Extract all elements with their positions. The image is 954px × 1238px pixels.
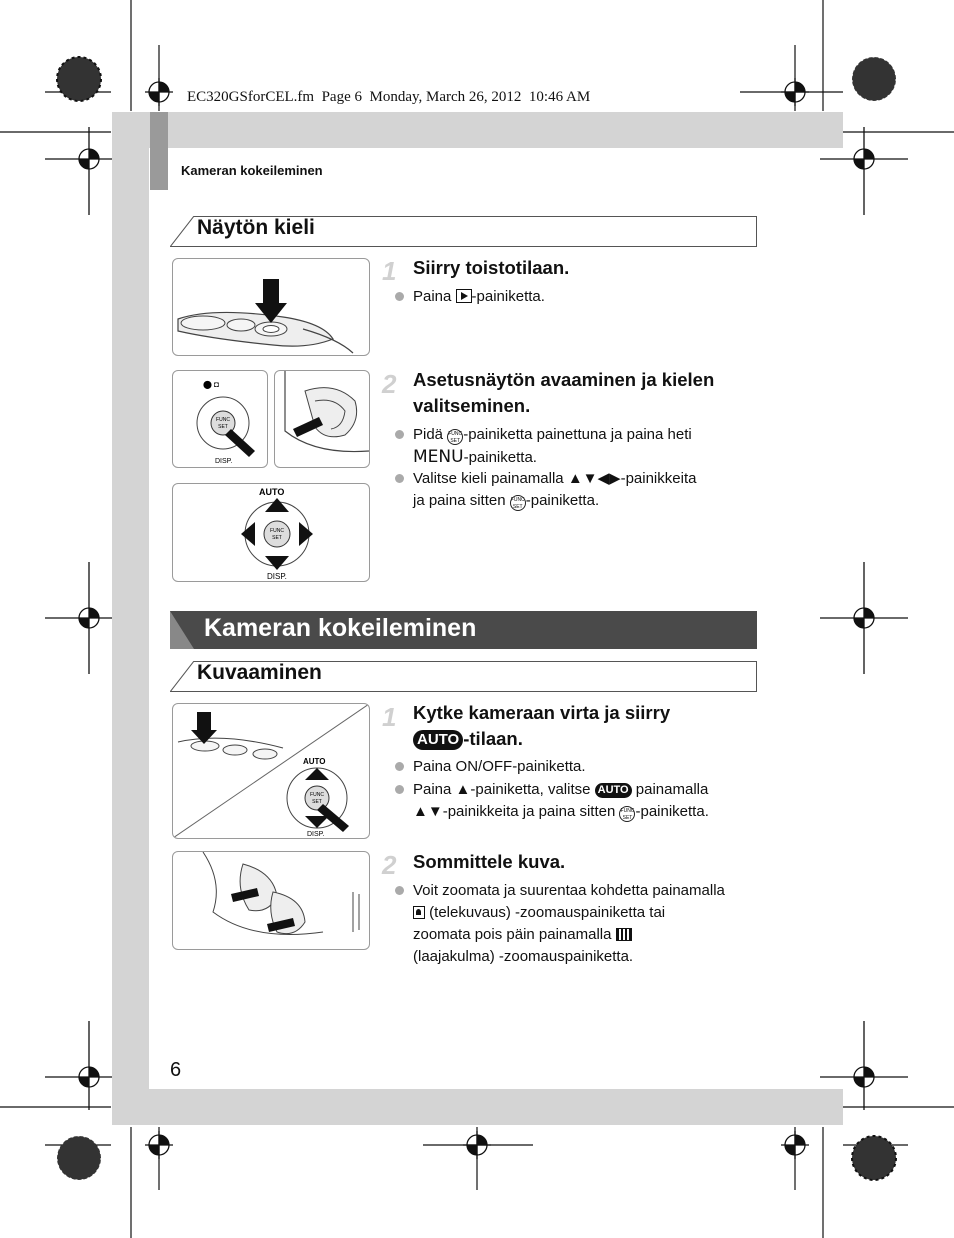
step-number: 1 (382, 702, 397, 732)
auto-label: ⬤ ◘ (203, 380, 220, 389)
step-number: 1 (382, 256, 397, 286)
illustration-playback-button (172, 258, 370, 356)
auto-mode-icon: AUTO (595, 783, 632, 798)
illustration-arrow-keys (172, 483, 370, 582)
illustration-menu-press (274, 370, 370, 468)
step-bullet: Paina ▲-painiketta, valitse AUTO painamalla ▲▼-painikkeita ja paina sitten FUNC SET -painiketta. (413, 779, 709, 823)
step-title: Sommittele kuva. (413, 851, 566, 872)
section-title-shooting: Kuvaaminen (197, 661, 322, 684)
set-text: SET (218, 424, 228, 430)
disp-text: DISP. (215, 458, 233, 465)
func-set-icon: FUNC SET (448, 431, 463, 444)
bullet-dot (395, 430, 404, 439)
auto-mode-label: AUTO (259, 487, 285, 497)
set-text: SET (272, 535, 282, 541)
illustration-zoom-lever (172, 851, 370, 950)
step-bullet: Valitse kieli painamalla ▲▼◀▶-painikkeita ja paina sitten FUNC SET -painiketta. (413, 468, 696, 512)
wide-angle-icon (616, 928, 632, 941)
telephoto-icon (413, 906, 425, 919)
bullet-dot (395, 785, 404, 794)
side-band (112, 112, 149, 1125)
step-title: Siirry toistotilaan. (413, 257, 570, 278)
up-down-arrow-icon: ▲▼ (413, 803, 443, 820)
playback-icon (456, 289, 472, 303)
func-text: FUNC (216, 417, 230, 423)
set-text: SET (312, 799, 322, 805)
disp-text: DISP. (307, 831, 325, 838)
running-head: Kameran kokeileminen (181, 163, 323, 178)
bullet-dot (395, 762, 404, 771)
step-bullet: Paina -painiketta. (413, 286, 545, 308)
func-set-icon: FUNC SET (510, 497, 525, 510)
page-number: 6 (170, 1059, 182, 1081)
step-title: Asetusnäytön avaaminen ja kielen valitseminen. (413, 369, 715, 416)
auto-mode-icon: AUTO (413, 730, 463, 750)
chapter-tab (150, 112, 168, 190)
auto-mode-label: AUTO (303, 757, 326, 766)
section-title-language: Näytön kieli (197, 216, 315, 239)
bullet-dot (395, 292, 404, 301)
func-set-icon: FUNC SET (620, 808, 635, 821)
step-title: Kytke kameraan virta ja siirry AUTO -tilaan. (413, 702, 671, 749)
illustration-func-set-press (172, 370, 268, 468)
disp-text: DISP. (267, 572, 287, 581)
arrow-keys-icon: ▲▼◀▶ (567, 470, 621, 487)
print-header: EC320GSforCEL.fm Page 6 Monday, March 26, 2012 10:46 AM (187, 89, 591, 105)
func-text: FUNC (310, 792, 324, 798)
step-bullet: Voit zoomata ja suurentaa kohdetta painamalla (telekuvaus) -zoomauspainiketta tai zoomata pois päin painamalla (laajakulma) -zoomauspainiketta. (413, 880, 763, 968)
bullet-dot (395, 474, 404, 483)
header-band (112, 112, 843, 148)
illustration-power-auto (172, 703, 370, 839)
footer-band (112, 1089, 843, 1125)
func-text: FUNC (270, 528, 284, 534)
menu-icon: MENU (413, 447, 464, 467)
bullet-dot (395, 886, 404, 895)
step-number: 2 (382, 369, 397, 399)
up-arrow-icon: ▲ (455, 781, 471, 798)
main-title: Kameran kokeileminen (204, 614, 477, 642)
step-bullet: Pidä FUNC SET -painiketta painettuna ja paina heti MENU-painiketta. (413, 424, 692, 469)
step-bullet: Paina ON/OFF-painiketta. (413, 756, 586, 778)
step-number: 2 (382, 850, 397, 880)
